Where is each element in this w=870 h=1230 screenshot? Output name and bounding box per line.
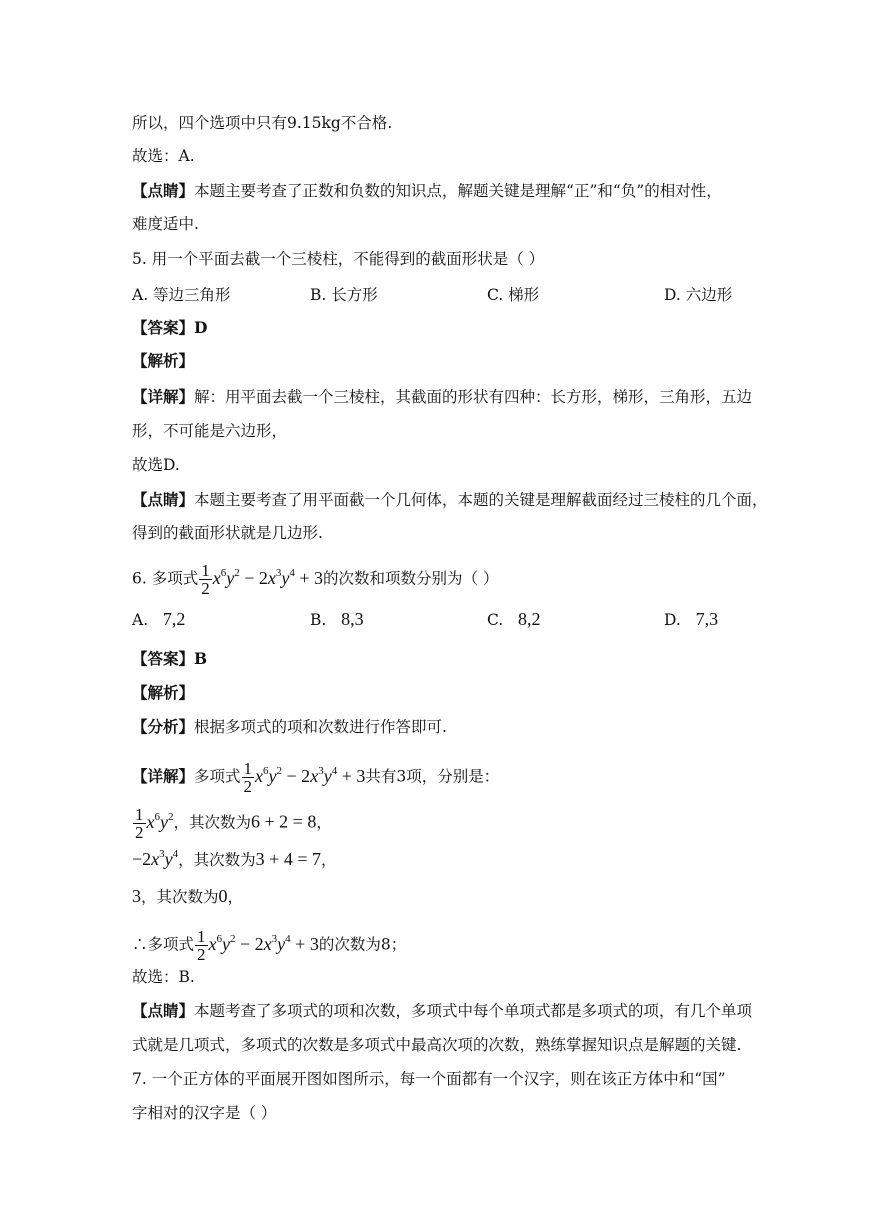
- q5-comment-line-2: 得到的截面形状就是几边形.: [132, 524, 323, 542]
- polynomial: $\frac{1}{2}$ $x^6y^2 - 2x^3y^4 + 3$: [201, 561, 324, 598]
- comment-tag: 【点睛】: [132, 1001, 195, 1020]
- q4-comment-line-1: [132, 180, 722, 202]
- detail-tag: 【详解】: [132, 387, 195, 406]
- q4-conclusion: 所以，四个选项中只有9.15kg不合格.: [132, 114, 393, 132]
- q6-term-1: $\frac{1}{2}$ $x^6y^2$，其次数为6 + 2 = 8，: [135, 805, 332, 842]
- q5-stem: 5. 用一个平面去截一个三棱柱，不能得到的截面形状是（ ）: [132, 250, 545, 268]
- q6-option-d: D. 7,3: [664, 609, 719, 629]
- q6-therefore: ∴多项式 $\frac{1}{2}$ $x^6y^2 - 2x^3y^4 + 3$的次数为8；: [132, 927, 407, 964]
- comment-text: 本题主要考查了用平面截一个几何体，本题的关键是理解截面经过三棱柱的几个面，: [194, 491, 768, 509]
- comment-tag: 【点睛】: [132, 490, 195, 509]
- analysis-tag: 【分析】: [132, 717, 195, 736]
- polynomial: $\frac{1}{2}$ $x^6y^2 - 2x^3y^4 + 3$: [243, 759, 366, 796]
- q5-option-d: D. 六边形: [664, 286, 733, 304]
- detail-tag: 【详解】: [132, 766, 195, 786]
- q6-analysis-heading: 【解析】: [132, 683, 195, 702]
- q6-term-2: $-2x^3y^4$，其次数为3 + 4 = 7，: [132, 848, 337, 869]
- q5-option-c: C. 梯形: [487, 286, 540, 304]
- q6-option-b: B. 8,3: [310, 609, 364, 629]
- q4-choice: 故选：A.: [132, 147, 195, 165]
- q5-detail-line-2: 形，不可能是六边形，: [132, 422, 288, 440]
- q4-comment-line-2: 难度适中.: [132, 215, 199, 233]
- q6-option-c: C. 8,2: [487, 609, 541, 629]
- q5-choice: 故选D.: [132, 456, 180, 474]
- q5-option-a: A. 等边三角形: [132, 286, 231, 304]
- q6-comment-line-1: [132, 1000, 752, 1022]
- q6-analysis-line: [132, 716, 447, 738]
- q6-choice: 故选：B.: [132, 968, 195, 986]
- q6-stem-tail: 的次数和项数分别为（ ）: [323, 569, 499, 588]
- comment-text: 本题主要考查了正数和负数的知识点，解题关键是理解“正”和“负”的相对性，: [194, 182, 722, 200]
- q5-answer: 【答案】D: [132, 318, 208, 337]
- q6-detail-line: 【详解】多项式 $\frac{1}{2}$ $x^6y^2 - 2x^3y^4 + 3$共有3项，分别是：: [132, 759, 500, 796]
- comment-tag: 【点睛】: [132, 181, 195, 200]
- q5-detail-line-1: [132, 386, 752, 408]
- q7-stem-line-1: 7. 一个正方体的平面展开图如图所示，每一个面都有一个汉字，则在该正方体中和“国”: [132, 1070, 726, 1088]
- q6-term-3: 3，其次数为0，: [132, 886, 244, 906]
- q6-comment-line-2: 式就是几项式，多项式的次数是多项式中最高次项的次数，熟练掌握知识点是解题的关键.: [132, 1036, 742, 1054]
- q6-number: 6. 多项式: [132, 569, 199, 588]
- detail-text: 解：用平面去截一个三棱柱，其截面的形状有四种：长方形，梯形，三角形，五边: [194, 388, 753, 406]
- q5-comment-line-1: [132, 489, 768, 511]
- q5-analysis-heading: 【解析】: [132, 351, 195, 370]
- q6-stem: [132, 562, 498, 597]
- q7-stem-line-2: 字相对的汉字是（ ）: [132, 1104, 277, 1122]
- q6-answer: 【答案】B: [132, 649, 208, 668]
- comment-text: 本题考查了多项式的项和次数，多项式中每个单项式都是多项式的项，有几个单项: [194, 1002, 753, 1020]
- analysis-text: 根据多项式的项和次数进行作答即可.: [194, 718, 447, 736]
- q5-option-b: B. 长方形: [310, 286, 378, 304]
- q6-option-a: A. 7,2: [132, 609, 186, 629]
